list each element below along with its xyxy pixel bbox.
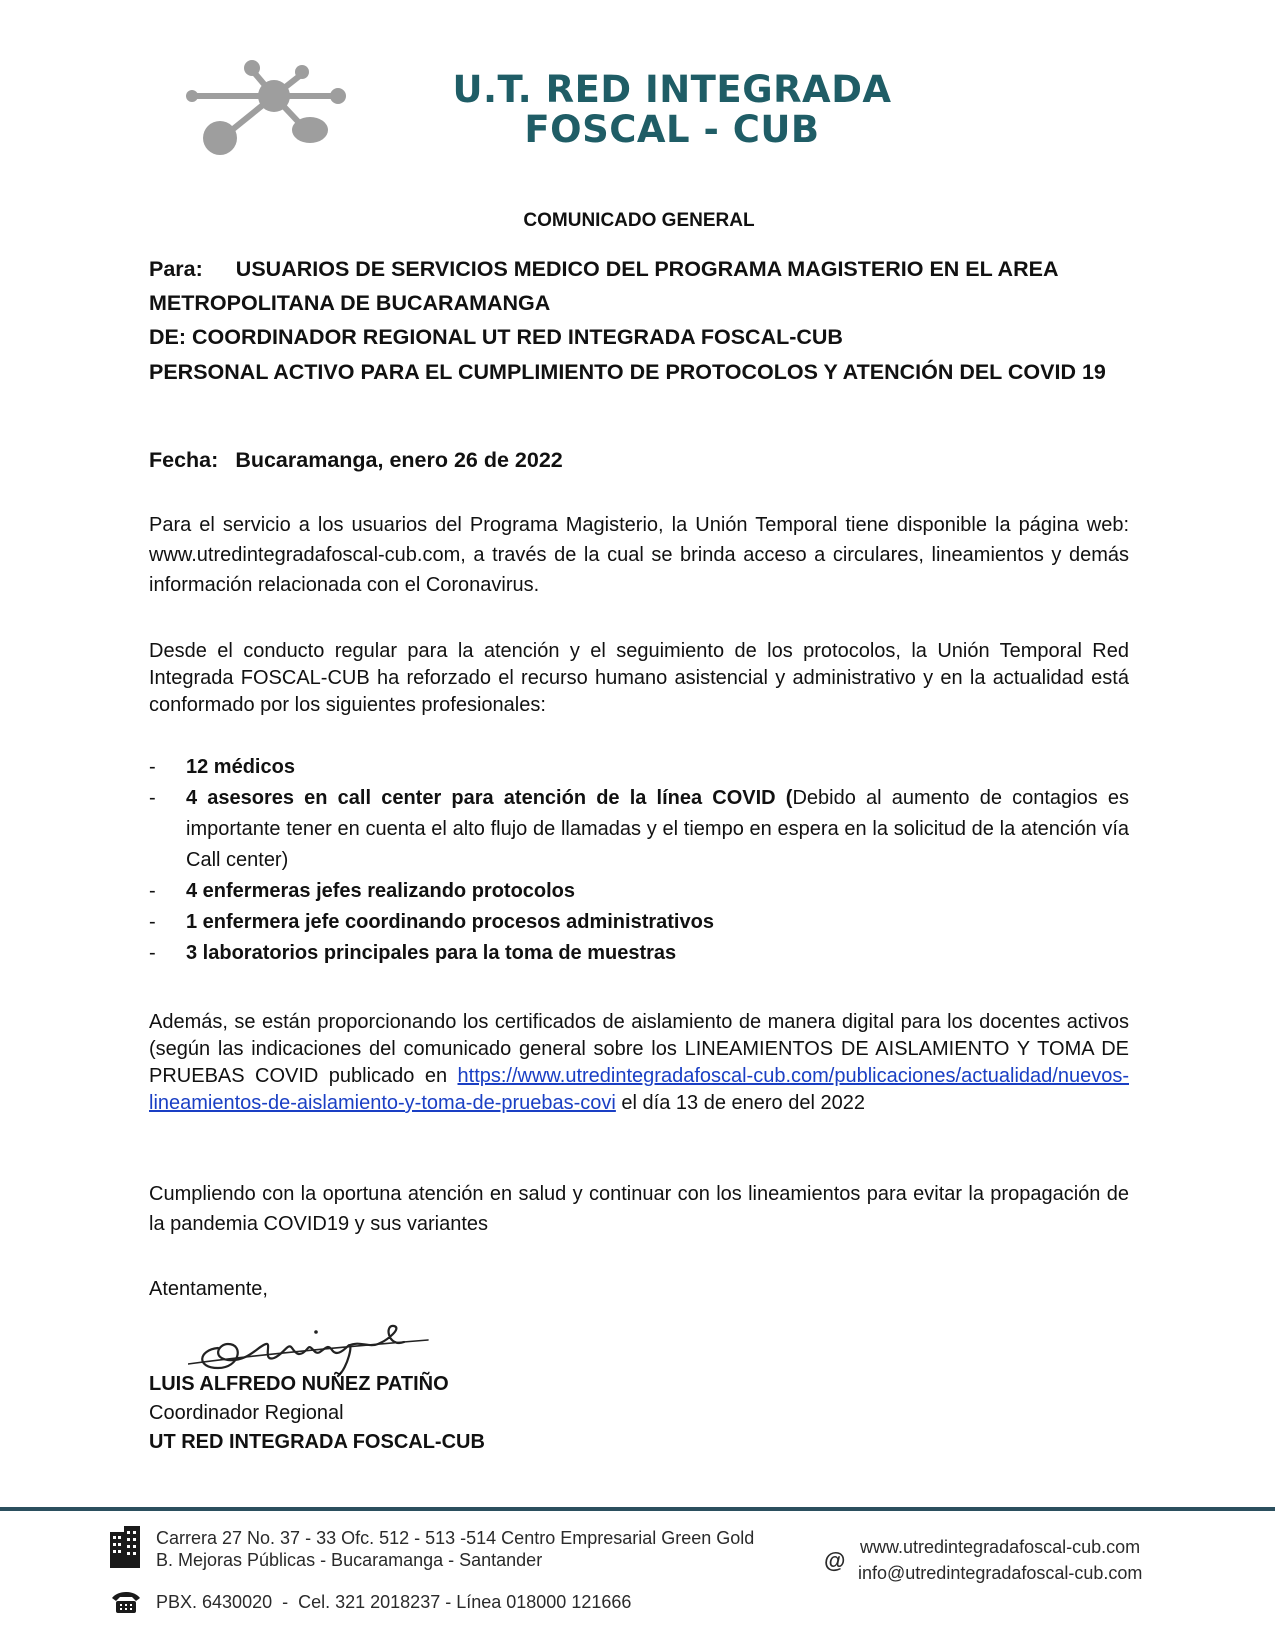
salutation: Atentamente, <box>149 1278 268 1300</box>
list-item: - 4 enfermeras jefes realizando protocolos <box>149 880 576 902</box>
date-value: Bucaramanga, enero 26 de 2022 <box>235 448 563 472</box>
date-line <box>149 443 1129 477</box>
staff-list <box>149 752 1129 969</box>
brand-name <box>412 70 932 150</box>
footer <box>0 1512 1275 1650</box>
signature-block <box>149 1370 749 1457</box>
date-label: Fecha: <box>149 448 219 472</box>
recipient-line-2: METROPOLITANA DE BUCARAMANGA <box>149 291 551 315</box>
footer-divider <box>0 1507 1275 1511</box>
paragraph-certificates: Además, se están proporcionando los certificados de aislamiento de manera digital para los docentes activos (según las indicaciones del comunicado general sobre los LINEAMIENTOS DE AISLAMIENTO Y TOMA DE PRUEBAS COVID publicado en https://www.utredintegradafoscal-cub.com/publicaciones/actualidad/nuevos-lineamientos-de-aislamiento-y-toma-de-pruebas-covi el día 13 de enero del 2022 <box>149 1011 1129 1114</box>
list-item: - 1 enfermera jefe coordinando procesos administrativos <box>149 911 714 933</box>
guidelines-link[interactable]: https://www.utredintegradafoscal-cub.com/publicaciones/actualidad/nuevos-lineamientos-de-aislamiento-y-toma-de-pruebas-covi <box>149 1065 1129 1114</box>
sender-line: DE: COORDINADOR REGIONAL UT RED INTEGRADA FOSCAL-CUB <box>149 325 843 349</box>
footer-website[interactable]: www.utredintegradafoscal-cub.com <box>860 1537 1141 1557</box>
at-sign-icon: @ <box>824 1548 846 1573</box>
signer-name: LUIS ALFREDO NUÑEZ PATIÑO <box>149 1373 449 1395</box>
network-nodes-logo <box>186 58 366 158</box>
signer-role: Coordinador Regional <box>149 1402 344 1424</box>
para-text: USUARIOS DE SERVICIOS MEDICO DEL PROGRAMA MAGISTERIO EN EL AREA <box>235 257 1059 281</box>
para-label: Para: <box>149 257 203 281</box>
footer-email[interactable]: info@utredintegradafoscal-cub.com <box>858 1563 1143 1583</box>
telephone-icon <box>110 1590 142 1614</box>
recipient-line <box>149 252 1129 286</box>
list-item: - 12 médicos <box>149 756 295 778</box>
paragraph-staff-intro: Desde el conducto regular para la atención y el seguimiento de los protocolos, la Unión Temporal Red Integrada FOSCAL-CUB ha reforzado el recurso humano asistencial y administrativo y en la actualidad está conformado por los siguientes profesionales: <box>149 640 1129 716</box>
subject-line: PERSONAL ACTIVO PARA EL CUMPLIMIENTO DE PROTOCOLOS Y ATENCIÓN DEL COVID 19 <box>149 360 1106 384</box>
signer-organization: UT RED INTEGRADA FOSCAL-CUB <box>149 1431 485 1453</box>
building-icon <box>108 1526 142 1568</box>
list-item: - 3 laboratorios principales para la toma de muestras <box>149 942 677 964</box>
document-title: COMUNICADO GENERAL <box>523 210 755 231</box>
paragraph-closing: Cumpliendo con la oportuna atención en salud y continuar con los lineamientos para evitar la propagación de la pandemia COVID19 y sus variantes <box>149 1183 1129 1235</box>
paragraph-website: Para el servicio a los usuarios del Programa Magisterio, la Unión Temporal tiene disponible la página web: www.utredintegradafoscal-cub.com, a través de la cual se brinda acceso a circulares, lineamientos y demás información relacionada con el Coronavirus. <box>149 514 1129 596</box>
footer-phones: PBX. 6430020 - Cel. 321 2018237 - Línea 018000 121666 <box>156 1592 632 1612</box>
brand-line-2: FOSCAL - CUB <box>524 108 820 151</box>
list-item: - 4 asesores en call center para atención de la línea COVID (Debido al aumento de contagios es importante tener en cuenta el alto flujo de llamadas y el tiempo en espera en la solicitud de la atención vía Call center) <box>149 787 1129 871</box>
footer-address-line-2: B. Mejoras Públicas - Bucaramanga - Santander <box>156 1550 543 1570</box>
footer-address-line-1: Carrera 27 No. 37 - 33 Ofc. 512 - 513 -514 Centro Empresarial Green Gold <box>156 1528 755 1548</box>
brand-line-1: U.T. RED INTEGRADA <box>452 68 892 111</box>
